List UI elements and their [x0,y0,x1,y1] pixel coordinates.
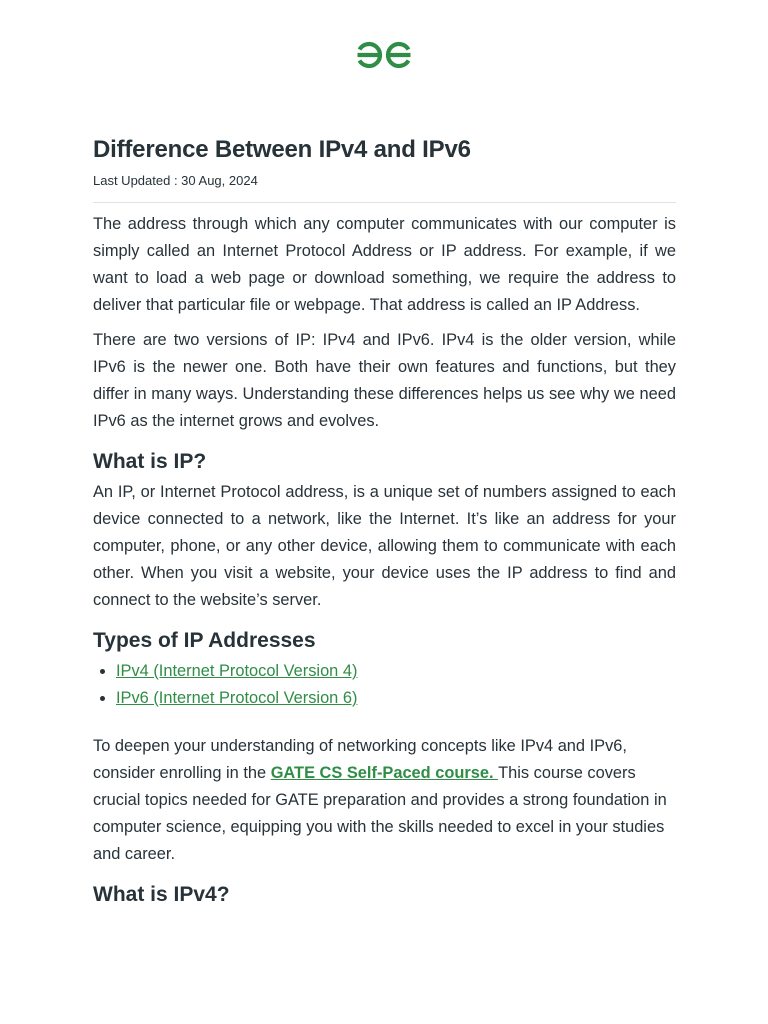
heading-types-of-ip: Types of IP Addresses [93,629,316,652]
intro-paragraph-1: The address through which any computer communicates with our computer is simply called an Internet Protocol Address or IP address. For example, if we want to load a web page or download something, we require the address to deliver that particular file or webpage. That address is called an IP Address. [93,215,676,314]
gfg-logo-link[interactable] [355,40,413,75]
last-updated: Last Updated : 30 Aug, 2024 [93,173,258,188]
list-item [116,685,676,712]
list-item [116,658,676,685]
gate-course-link[interactable]: GATE CS Self-Paced course. [270,764,499,782]
title-divider [93,202,676,203]
article [93,133,676,910]
ipv6-link[interactable]: IPv6 (Internet Protocol Version 6) [116,689,358,707]
intro-paragraph-2: There are two versions of IP: IPv4 and IPv6. IPv4 is the older version, while IPv6 is the newer one. Both have their own features and functions, but they differ in many ways. Understanding these differences helps us see why we need IPv6 as the internet grows and evolves. [93,331,676,430]
heading-what-is-ipv4: What is IPv4? [93,883,230,906]
heading-what-is-ip: What is IP? [93,450,207,473]
gfg-logo-icon [355,40,413,70]
article-title: Difference Between IPv4 and IPv6 [93,136,471,163]
types-list [93,658,676,712]
ipv4-link[interactable]: IPv4 (Internet Protocol Version 4) [116,662,358,680]
promo-text-before: To deepen your understanding of networking concepts like IPv4 and IPv6, consider enrolling in the [93,737,627,782]
promo-paragraph [93,733,676,868]
promo-text-after: This course covers crucial topics needed for GATE preparation and provides a strong foundation in computer science, equipping you with the skills needed to excel in your studies and career. [93,764,667,863]
site-header [0,40,768,74]
what-is-ip-paragraph: An IP, or Internet Protocol address, is a unique set of numbers assigned to each device connected to a network, like the Internet. It’s like an address for your computer, phone, or any other device, allowing them to communicate with each other. When you visit a website, your device uses the IP address to find and connect to the website’s server. [93,483,676,609]
